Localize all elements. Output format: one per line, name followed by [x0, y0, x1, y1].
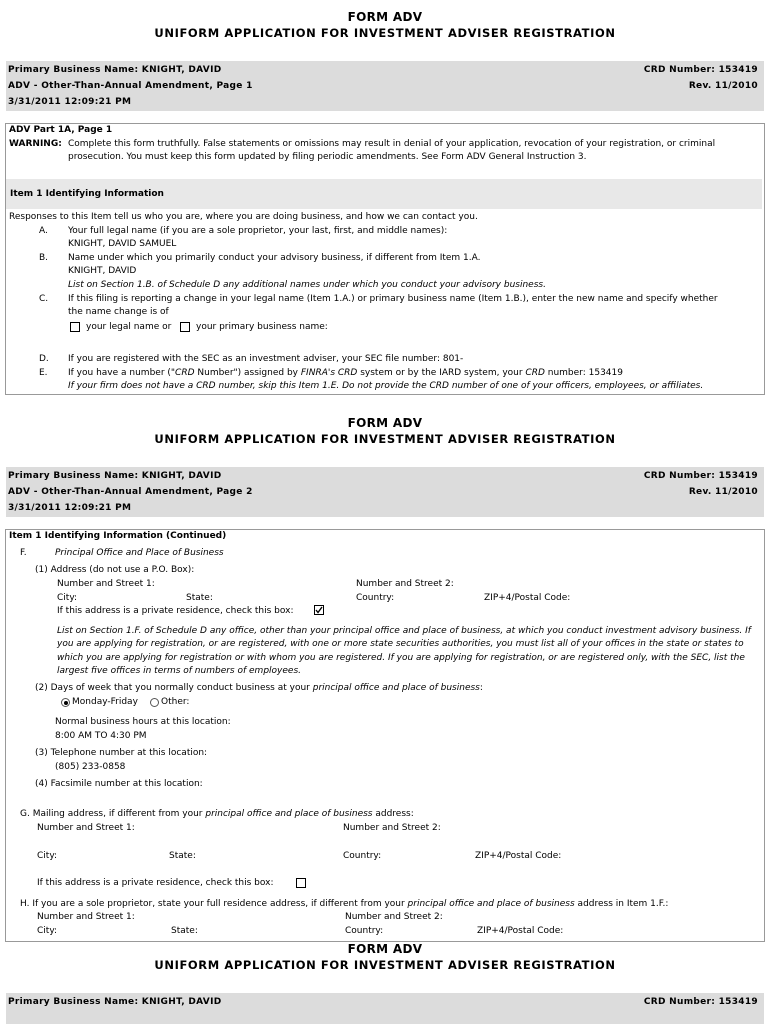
other-days-label: Other: [161, 697, 190, 707]
h-city: City: [37, 926, 58, 936]
note-b: List on Section 1.B. of Schedule D any additional names under which you conduct your advisory business. [68, 280, 546, 290]
filing-date-page2: 3/31/2011 12:09:21 PM [8, 503, 132, 513]
question-d: If you are registered with the SEC as an investment adviser, your SEC file number: 801- [68, 354, 464, 364]
form-subtitle: UNIFORM APPLICATION FOR INVESTMENT ADVISER REGISTRATION [154, 26, 616, 40]
part-label: ADV Part 1A, Page 1 [9, 125, 113, 135]
f-city: City: [57, 593, 78, 603]
g-zip: ZIP+4/Postal Code: [475, 851, 562, 861]
letter-d: D. [39, 354, 49, 364]
note-e: If your firm does not have a CRD number, skip this Item 1.E. Do not provide the CRD number of one of your officers, employees, or affiliates. [68, 381, 704, 391]
form-subtitle-page3: UNIFORM APPLICATION FOR INVESTMENT ADVISER REGISTRATION [154, 958, 616, 972]
answer-b: KNIGHT, DAVID [68, 266, 137, 276]
hours-label: Normal business hours at this location: [55, 717, 231, 727]
letter-a: A. [39, 226, 48, 236]
business-name-checkbox[interactable] [180, 322, 190, 332]
f-street1: Number and Street 1: [57, 579, 155, 589]
f-note-1: List on Section 1.F. of Schedule D any office, other than your principal office and place of business, at which you conduct investment advisory business. If [57, 626, 751, 636]
other-days-radio[interactable] [150, 698, 159, 707]
h-state: State: [171, 926, 198, 936]
question-c-2: the name change is of [68, 307, 169, 317]
g-street1: Number and Street 1: [37, 823, 135, 833]
business-name-page2: Primary Business Name: KNIGHT, DAVID [8, 471, 222, 481]
form-title-page2: FORM ADV [347, 416, 423, 430]
question-a: Your full legal name (if you are a sole proprietor, your last, first, and middle names): [68, 226, 448, 236]
business-name: Primary Business Name: KNIGHT, DAVID [8, 65, 222, 75]
f-title: Principal Office and Place of Business [55, 548, 224, 558]
f3-phone: (3) Telephone number at this location: [35, 748, 208, 758]
f-state: State: [186, 593, 213, 603]
monday-friday-label: Monday-Friday [72, 697, 138, 707]
crd-number: CRD Number: 153419 [643, 65, 758, 75]
h-residence-address: H. If you are a sole proprietor, state your full residence address, if different from your principal office and place of business address in Item 1.F.: [20, 899, 669, 909]
g-state: State: [169, 851, 196, 861]
f-private-residence-checkbox[interactable] [314, 605, 324, 615]
g-private-residence-checkbox[interactable] [296, 878, 306, 888]
question-b: Name under which you primarily conduct your advisory business, if different from Item 1.A. [68, 253, 481, 263]
f-street2: Number and Street 2: [356, 579, 454, 589]
warning-text-2: prosecution. You must keep this form updated by filing periodic amendments. See Form ADV General Instruction 3. [68, 152, 587, 162]
answer-a: KNIGHT, DAVID SAMUEL [68, 239, 177, 249]
form-title: FORM ADV [347, 10, 423, 24]
f-zip: ZIP+4/Postal Code: [484, 593, 571, 603]
amendment-title-page2: ADV - Other-Than-Annual Amendment, Page 2 [8, 487, 253, 497]
question-e: If you have a number ("CRD Number") assigned by FINRA's CRD system or by the IARD system, your CRD number: 153419 [68, 368, 623, 378]
amendment-title: ADV - Other-Than-Annual Amendment, Page 1 [8, 81, 253, 91]
legal-name-option: your legal name or [86, 322, 172, 332]
f1-address: (1) Address (do not use a P.O. Box): [35, 565, 195, 575]
f-note-4: largest five offices in terms of numbers of employees. [57, 666, 301, 676]
business-name-option: your primary business name: [196, 322, 328, 332]
crd-number-page3: CRD Number: 153419 [643, 997, 758, 1007]
revision: Rev. 11/2010 [688, 81, 758, 91]
crd-number-page2: CRD Number: 153419 [643, 471, 758, 481]
f4-fax: (4) Facsimile number at this location: [35, 779, 203, 789]
f-note-3: which you are applying for registration or with whom you are registered. If you are applying for registration, or are registered only, with the SEC, list the [57, 653, 745, 663]
f2-days: (2) Days of week that you normally conduct business at your principal office and place of business: [35, 683, 483, 693]
form-subtitle-page2: UNIFORM APPLICATION FOR INVESTMENT ADVISER REGISTRATION [154, 432, 616, 446]
phone-value: (805) 233-0858 [55, 762, 126, 772]
item-title-continued: Item 1 Identifying Information (Continued) [9, 531, 227, 541]
letter-f: F. [20, 548, 27, 558]
question-c-1: If this filing is reporting a change in your legal name (Item 1.A.) or primary business name (Item 1.B.), enter the new name and specify whether [68, 294, 718, 304]
g-mailing-address: G. Mailing address, if different from your principal office and place of business address: [20, 809, 414, 819]
g-private-residence: If this address is a private residence, check this box: [37, 878, 274, 888]
f-private-residence: If this address is a private residence, check this box: [57, 606, 294, 616]
monday-friday-radio[interactable] [61, 698, 70, 707]
warning-text-1: Complete this form truthfully. False statements or omissions may result in denial of your application, revocation of your registration, or criminal [68, 139, 716, 149]
h-zip: ZIP+4/Postal Code: [477, 926, 564, 936]
f-country: Country: [356, 593, 395, 603]
item-title: Item 1 Identifying Information [10, 189, 164, 199]
checkmark-icon [315, 606, 323, 614]
warning-label: WARNING: [9, 139, 62, 149]
h-street2: Number and Street 2: [345, 912, 443, 922]
business-name-page3: Primary Business Name: KNIGHT, DAVID [8, 997, 222, 1007]
revision-page2: Rev. 11/2010 [688, 487, 758, 497]
form-title-page3: FORM ADV [347, 942, 423, 956]
filing-date: 3/31/2011 12:09:21 PM [8, 97, 132, 107]
letter-c: C. [39, 294, 49, 304]
f-note-2: you are applying for registration, or are registered, with one or more state securities authorities, you must list all of your offices in the state or states to [57, 639, 744, 649]
letter-b: B. [39, 253, 49, 263]
h-country: Country: [345, 926, 384, 936]
hours-value: 8:00 AM TO 4:30 PM [55, 731, 147, 741]
g-city: City: [37, 851, 58, 861]
h-street1: Number and Street 1: [37, 912, 135, 922]
g-street2: Number and Street 2: [343, 823, 441, 833]
item-intro: Responses to this Item tell us who you are, where you are doing business, and how we can contact you. [9, 212, 478, 222]
legal-name-checkbox[interactable] [70, 322, 80, 332]
letter-e: E. [39, 368, 48, 378]
g-country: Country: [343, 851, 382, 861]
